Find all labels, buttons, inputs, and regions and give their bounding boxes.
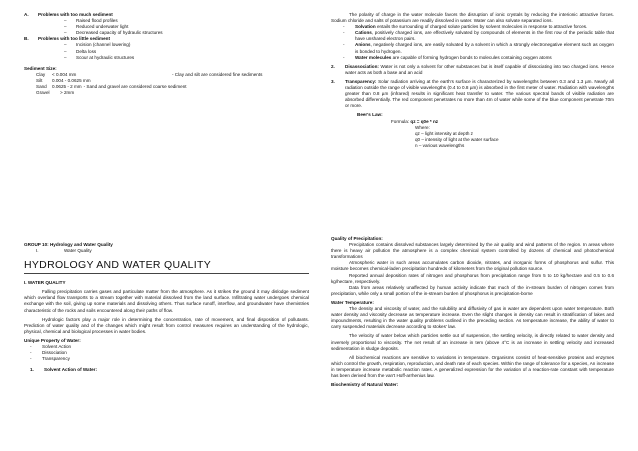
sediment-size-title: Sediment Size:	[24, 65, 57, 71]
group-label: GROUP 10: Hydrology and Water Quality	[24, 242, 113, 247]
list-item: - Solvation entails the surrounding of charged solute particles by solvent molecules in response to attractive forces.	[343, 24, 588, 30]
page-title: HYDROLOGY AND WATER QUALITY	[24, 259, 212, 272]
list-item: - Water molecules are capable of forming hydrogen bonds to molecules containing oxygen atoms	[343, 54, 552, 60]
quality-precipitation-title: Quality of Precipitation:	[331, 236, 383, 241]
sediment-row: Sand 0.0625 - 2 mm - Sand and gravel are considered coarse sediment	[36, 84, 187, 90]
formula: Formula: qz = q0e * nz	[391, 118, 439, 124]
list-item: – Reduced underwater light	[64, 24, 129, 30]
solvent-action-heading: 1. Solvent Action of Water:	[30, 367, 97, 373]
paragraph: Atmospheric water in such areas accumulates carbon dioxide, nitrates, and inorganic forms of phosphorus and sulfur. This moisture becomes chemical-laden precipitation hundreds of kilometers from the original pollution source.	[331, 260, 614, 272]
sediment-row: Gravel > 2mm	[36, 90, 75, 96]
list-item: - Anions, negatively charged ions, are easily solvated by a solvent in which a strongly electronegative element such as oxygen is bonded to hydrogen.	[343, 42, 614, 54]
title-divider	[24, 273, 309, 274]
sediment-row: Clay < 0.004 mm - Clay and silt are considered fine sediments	[36, 71, 263, 77]
formula-def: n – various wavelengths	[415, 142, 465, 148]
list-item: - Solvent Action	[30, 344, 72, 350]
top-right-page	[319, 0, 638, 225]
transparency-item: 3. Transparency: Solar radiation arriving at the earth's surface is characterized by wavelengths between 0.3 and 1.3 µm. Nearly all radiation outside the range of visible wavelengths (0.4 to 0.8 µm) is absorbed in the first meter of water. Radiation with wavelengths greater than 0.8 µm (infrared) results in significant heat transfer to water. The various spectral bands of visible radiation are absorbed differentially. The red component penetrates no more than 4m of water while some of the blue component penetrate 70m or more.	[331, 78, 614, 109]
hydrologic-paragraph: Hydrologic factors play a major role in determining the concentration, rate of movement, and final disposition of pollutants. Prediction of water quality and of the changes which might result from control measures requires an understanding of the hydrologic, physical, chemical and biological processes in water bodies.	[24, 316, 309, 334]
precipitation-paragraph: Falling precipitation carries gases and particulate matter from the atmosphere. As it strikes the ground it may dislodge sediment which overland flow transports to a stream together with material dissolved from the land surface. Infiltrating water undergoes chemical exchange with the soil, giving up some materials and dissolving others. Thus surface runoff, interflow, and groundwater have chemistries characteristic of the rocks and soils encountered along their paths of flow.	[24, 289, 309, 313]
top-left-page	[0, 0, 319, 225]
list-item: – Raised flood profiles	[64, 18, 118, 24]
bottom-left-page	[0, 226, 319, 451]
formula-def: qz – light intensity at depth z	[415, 130, 473, 136]
group-sub: I. Water Quality	[36, 248, 92, 254]
dissociation-item: 2. Disassociation: Water is not only a solvent for other substances but is itself capable of dissociating into two charged ions. Hence water acts as both a base and an acid	[331, 63, 614, 75]
problem-a-heading: A. Problems with too much sediment	[24, 12, 113, 17]
list-item: - Cations, positively charged ions, are effectively solvated by compounds of elements in the first row of the periodic table that have unshared electron pairs.	[343, 30, 614, 42]
list-item: – Delta loss	[64, 48, 97, 54]
paragraph: The density and viscosity of water, and the solubility and diffusivity of gas in water are dependent upon water temperature. Both water density and viscosity decrease as temperature increase. Even the slight changes in density can result in stratification of lakes and impoundments, resulting in the water quality problems outlined in the preceding section. As temperature increase, the ability of water to carry suspended materials decrease according to stokes' law.	[331, 306, 614, 330]
list-item: - Transparency	[30, 356, 70, 362]
paragraph: Precipitation contains dissolved substances largely determined by the air quality and wind patterns of the region. In areas where there is heavy air pollution the atmosphere is a complex chemical system controlled by dozens of chemical and photochemical transformations	[331, 242, 614, 260]
list-item: – Incision (channel lowering)	[64, 42, 131, 48]
paragraph: Data from areas relatively unaffected by human activity indicate that much of the in-stream burden of nitrogen comes from precipitation, while only a small portion of the in-stream burden of phosphorus is precipitation-borne	[331, 284, 614, 296]
paragraph: Reported annual deposition rates of nitrogen and phosphorus from precipitation range from 5 to 10 kg/hectare and 0.5 to 0.6 kg/hectare, respectively.	[331, 272, 614, 284]
bottom-right-page	[319, 226, 638, 451]
unique-property-title: Unique Property of Water:	[24, 337, 81, 343]
water-temperature-title: Water Temperature:	[331, 299, 374, 305]
polarity-paragraph: The polarity of charge in the water molecule favors the disruption of ionic crystals by reducing the interionic attractive forces. Sodium chloride and salts of potassium are readily dissolved in water. Water can also solvate separated ions.	[331, 12, 614, 24]
list-item: – Scour at hydraulic structures	[64, 54, 135, 60]
formula-def: q0 – intensity of light at the water surface	[415, 136, 499, 142]
sediment-row: Silt 0.004 - 0.0625 mm	[36, 77, 91, 83]
beers-law-title: Beer's Law:	[357, 112, 383, 118]
formula-where: Where:	[415, 124, 430, 130]
paragraph: All biochemical reactions are sensitive to variations in temperature. Organisms consist of heat-sensitive proteins and enzymes which control the growth, respiration, reproduction, and death rate of each species. Within the range of tolerance for a species, An increase in temperature increase metabolic reaction rates. A generalized expression for the variation of a reaction-rate constant with temperature has been derived from the van't Hoff-arrhenius law.	[331, 354, 614, 378]
list-item: – Decreased capacity of hydraulic structures	[64, 30, 163, 36]
paragraph: The velocity of water below which particles settle out of suspension, the settling velocity, is directly related to water density and inversely proportional to viscosity. The net result of an increase in tem (above 4°C is an increase in settling velocity and increased sedimentation in sludge deposits.	[331, 333, 614, 351]
list-item: - Dissociation	[30, 350, 67, 356]
problem-b-heading: B. Problems with too little sediment	[24, 36, 110, 42]
biochemistry-title: Biochemistry of Natural Water:	[331, 382, 399, 388]
section-heading: I. WATER QUALITY	[24, 280, 66, 286]
